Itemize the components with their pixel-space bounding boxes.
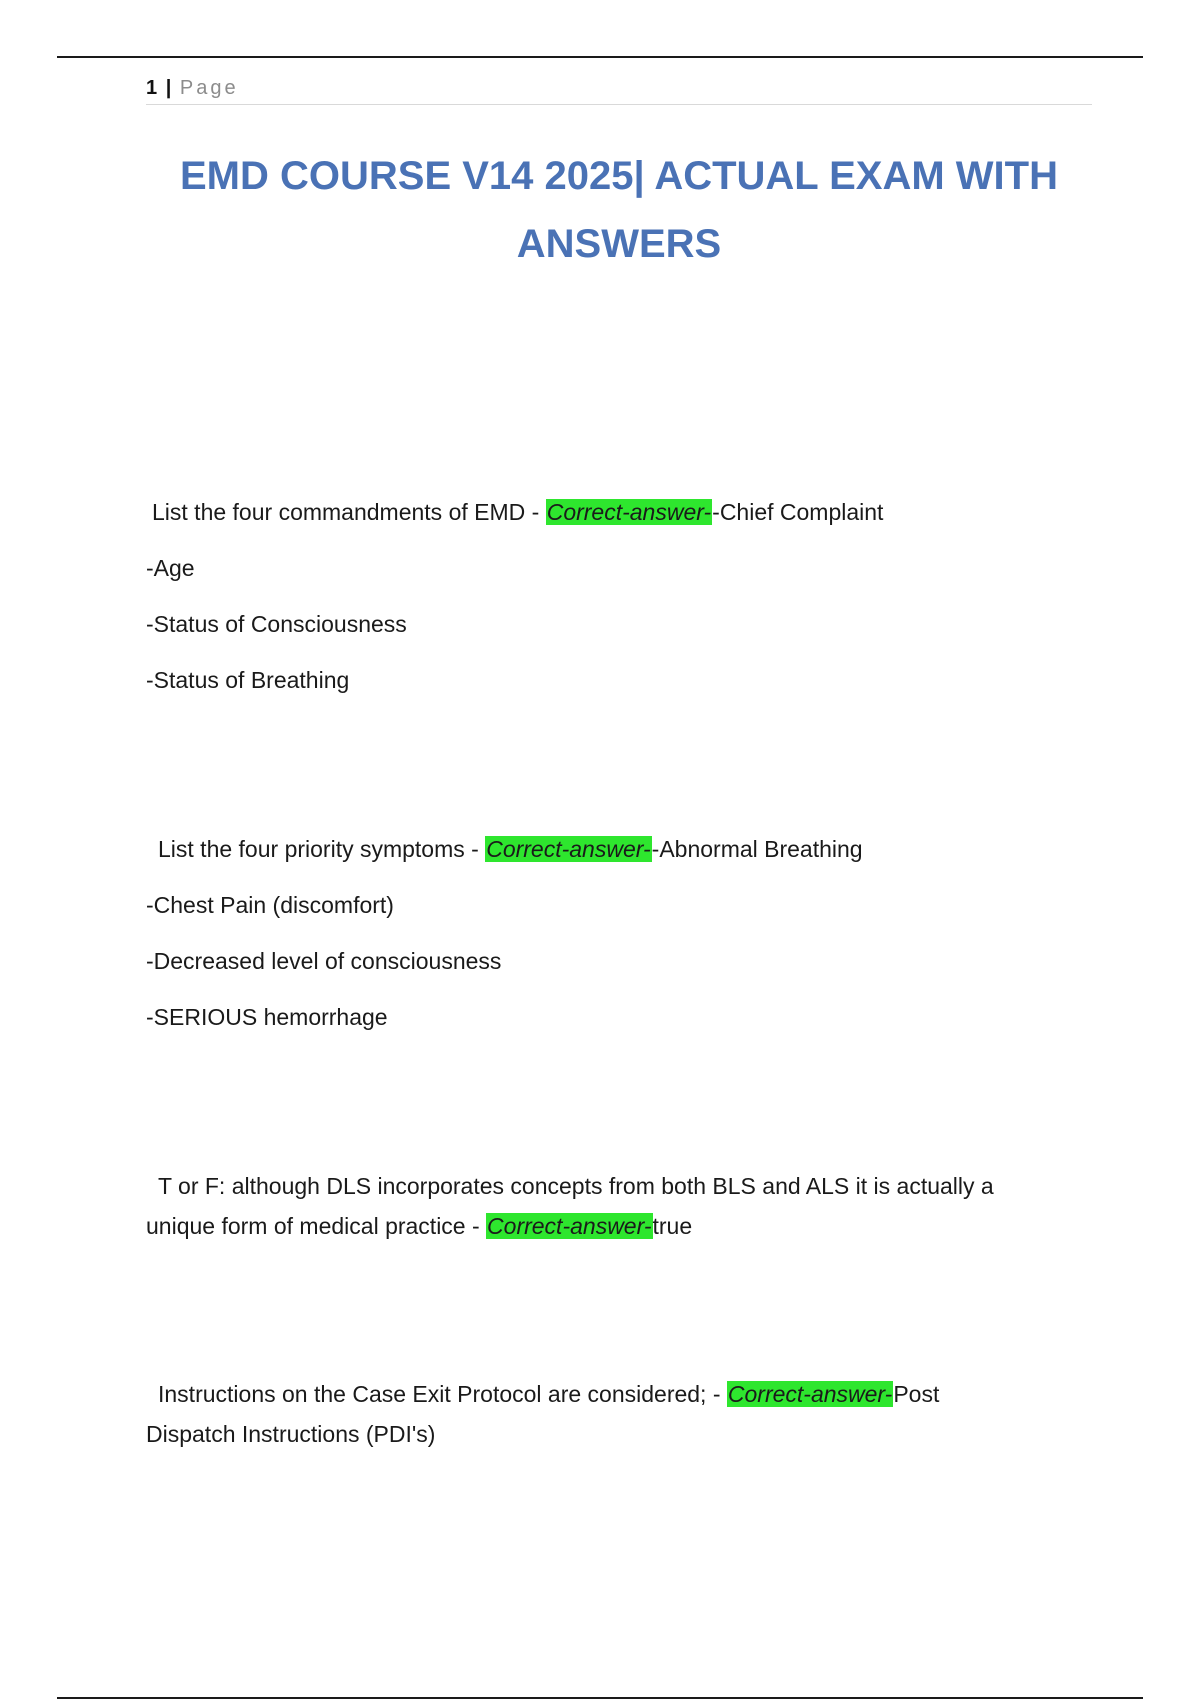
- question-prompt: List the four priority symptoms -: [158, 836, 486, 862]
- page-separator: |: [165, 77, 172, 99]
- answer-highlight: Correct-answer-: [487, 1213, 652, 1239]
- page-header: [146, 72, 1092, 105]
- answer-highlight: Correct-answer-: [546, 499, 712, 525]
- title-line-2: ANSWERS: [516, 222, 722, 266]
- document-title: [146, 142, 1092, 278]
- page-label: Page: [179, 77, 239, 99]
- answer-item: -SERIOUS hemorrhage: [146, 1004, 388, 1030]
- question-line: [146, 1374, 1092, 1414]
- question-prompt: Instructions on the Case Exit Protocol are considered; -: [158, 1381, 727, 1407]
- answer-highlight: Correct-answer-: [486, 836, 651, 862]
- answer-text: Post: [893, 1381, 940, 1407]
- answer-item: -Decreased level of consciousness: [146, 948, 502, 974]
- question-prompt: unique form of medical practice -: [146, 1213, 487, 1239]
- title-line-1: EMD COURSE V14 2025| ACTUAL EXAM WITH: [179, 154, 1058, 198]
- question-block: [146, 1166, 1092, 1246]
- page-number: 1: [146, 77, 158, 99]
- answer-item: -Status of Breathing: [146, 667, 350, 693]
- question-block: [146, 1374, 1092, 1454]
- question-line: T or F: although DLS incorporates concepts from both BLS and ALS it is actually a: [158, 1173, 994, 1199]
- bottom-rule: [57, 1697, 1143, 1699]
- question-prompt: List the four commandments of EMD -: [152, 499, 546, 525]
- answer-item: -Age: [146, 555, 195, 581]
- question-line: [146, 829, 1092, 869]
- question-block: [146, 492, 1092, 700]
- answer-text: true: [652, 1213, 693, 1239]
- answer-item: -Chest Pain (discomfort): [146, 892, 394, 918]
- answer-text-continued: Dispatch Instructions (PDI's): [146, 1421, 436, 1447]
- answer-item: -Status of Consciousness: [146, 611, 407, 637]
- answer-text: -Abnormal Breathing: [651, 836, 863, 862]
- answer-highlight: Correct-answer-: [727, 1381, 893, 1407]
- answer-text: -Chief Complaint: [712, 499, 884, 525]
- question-line: [146, 492, 1092, 532]
- question-block: [146, 829, 1092, 1037]
- question-line: [146, 1206, 1092, 1246]
- top-rule: [57, 56, 1143, 58]
